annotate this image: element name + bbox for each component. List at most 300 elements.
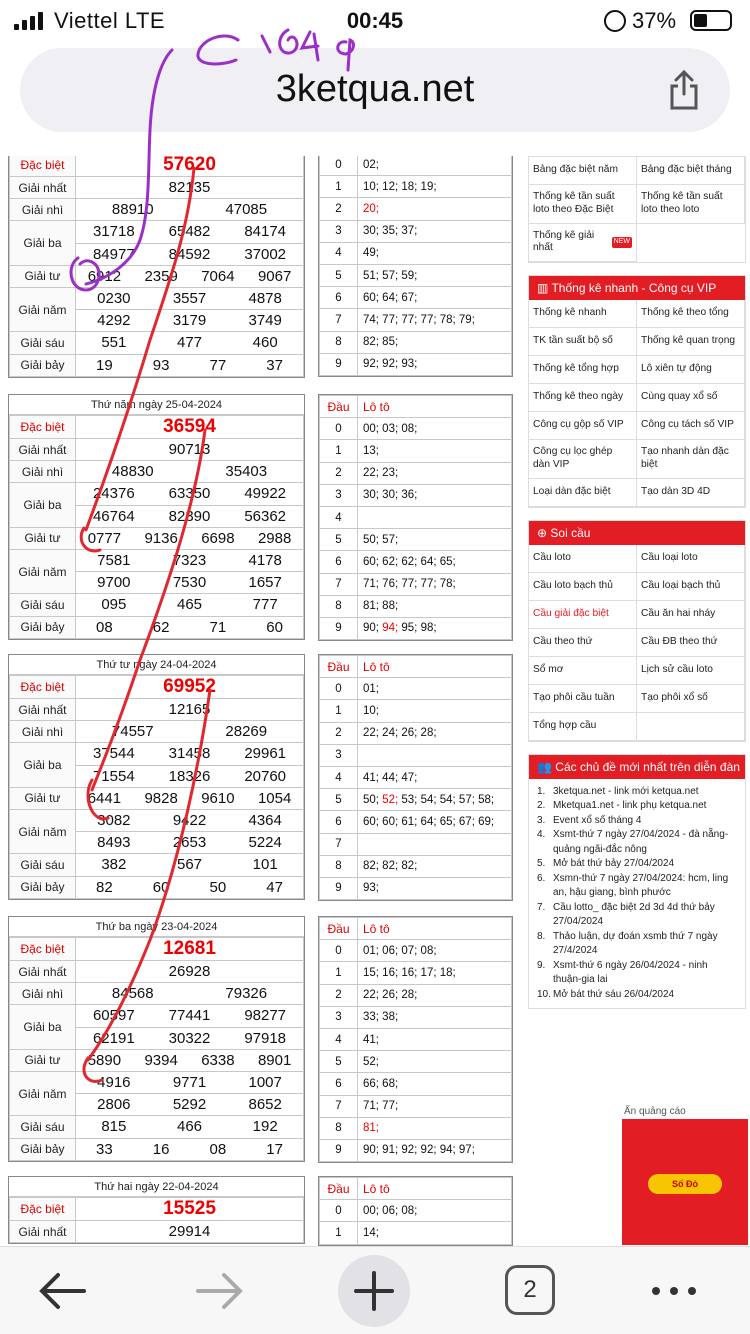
prize-label: Giải ba: [10, 483, 76, 527]
loto-head-digit: 0: [320, 156, 358, 176]
result-date: Thứ năm ngày 25-04-2024: [9, 395, 304, 415]
prize-number: 24376: [92, 485, 135, 503]
rotation-lock-icon: [604, 10, 626, 32]
prize-number: 5224: [248, 834, 282, 852]
prize-number: 567: [176, 856, 203, 874]
prize-row: [10, 287, 304, 309]
prize-values: [76, 310, 304, 332]
loto-row: [320, 1139, 512, 1161]
result-table: [8, 916, 305, 1162]
prize-number: 477: [176, 334, 203, 352]
prize-values: [76, 1005, 304, 1027]
prize-values: [76, 199, 304, 221]
more-icon[interactable]: [644, 1261, 704, 1321]
loto-values: 50; 57;: [358, 529, 512, 551]
back-icon[interactable]: [34, 1261, 94, 1321]
result-table: [8, 156, 305, 378]
prize-label: Giải sáu: [10, 1116, 76, 1138]
loto-head-digit: 9: [320, 353, 358, 375]
loto-highlight: 94;: [382, 622, 399, 635]
prize-number: 3749: [248, 312, 282, 330]
loto-row: [320, 462, 512, 484]
loto-row: [320, 962, 512, 984]
prize-row: [10, 1198, 304, 1221]
share-icon[interactable]: [668, 70, 700, 110]
prize-number: 31458: [168, 745, 211, 763]
sidebar-link[interactable]: TK tần suất bộ số: [529, 328, 637, 356]
sidebar-link[interactable]: Tạo dàn 3D 4D: [637, 479, 745, 507]
loto-row: [320, 529, 512, 551]
loto-row: [320, 573, 512, 595]
loto-row: [320, 1222, 512, 1244]
prize-label: Giải bảy: [10, 354, 76, 376]
forum-topic[interactable]: 7. Cầu lotto_ đặc biệt 2d 3d 4d thứ bảy 27/04/2024: [537, 901, 715, 927]
loto-row: [320, 1095, 512, 1117]
loto-values: 60; 62; 62; 64; 65;: [358, 551, 512, 573]
sidebar-link[interactable]: Công cụ tách số VIP: [637, 412, 745, 440]
loto-head-digit: 7: [320, 309, 358, 331]
loto-head-digit: 8: [320, 1117, 358, 1139]
prize-number: 9067: [257, 267, 292, 285]
loto-head-digit: 2: [320, 462, 358, 484]
prize-number: 82: [96, 878, 113, 896]
prize-label: Giải năm: [10, 549, 76, 593]
prize-values: [76, 743, 304, 765]
prize-number: 3082: [97, 812, 131, 830]
loto-row: [320, 789, 512, 811]
prize-label: Giải ba: [10, 221, 76, 265]
sidebar-link[interactable]: Cùng quay xổ số: [637, 384, 745, 412]
prize-row: [10, 177, 304, 199]
sidebar-link[interactable]: Bảng đặc biệt tháng: [637, 157, 745, 185]
browser-toolbar: [0, 1246, 750, 1334]
prize-values: [76, 265, 304, 287]
loto-row: [320, 1028, 512, 1050]
sidebar-link[interactable]: Thống kê tần suất loto theo loto: [637, 185, 745, 224]
prize-number: 30322: [168, 1029, 211, 1047]
prize-values: [76, 765, 304, 787]
prize-number: 65482: [168, 223, 211, 241]
loto-head-digit: 4: [320, 242, 358, 264]
sidebar-link[interactable]: Lịch sử cầu loto: [637, 657, 745, 685]
loto-row: [320, 700, 512, 722]
sidebar-link[interactable]: Cầu loto bạch thủ: [529, 573, 637, 601]
prize-row: [10, 527, 304, 549]
prize-number: 93: [152, 356, 170, 374]
ad-banner[interactable]: [622, 1119, 748, 1245]
loto-values: 14;: [358, 1222, 512, 1244]
loto-head-digit: 5: [320, 529, 358, 551]
loto-values: 01; 06; 07; 08;: [358, 940, 512, 962]
prize-label: Giải năm: [10, 287, 76, 331]
prize-row: [10, 354, 304, 376]
prize-label: Giải tư: [10, 265, 76, 287]
prize-row: [10, 676, 304, 699]
loto-head-digit: 7: [320, 1095, 358, 1117]
loto-row: [320, 766, 512, 788]
loto-values: 60; 64; 67;: [358, 287, 512, 309]
loto-row: [320, 617, 512, 639]
prize-label: Giải bảy: [10, 616, 76, 638]
battery-icon: [690, 10, 732, 31]
loto-head-digit: 5: [320, 1051, 358, 1073]
prize-values: [76, 332, 304, 354]
prize-number: 3179: [172, 312, 207, 330]
prize-row: [10, 721, 304, 743]
prize-number: 37002: [244, 245, 287, 263]
prize-number: 4916: [97, 1074, 131, 1092]
loto-head-digit: 3: [320, 744, 358, 766]
loto-row: [320, 855, 512, 877]
prize-label: Giải nhất: [10, 177, 76, 199]
tabs-button[interactable]: 2: [505, 1265, 555, 1315]
loto-head-digit: 0: [320, 1200, 358, 1222]
prize-number: 465: [176, 596, 203, 614]
result-date: Thứ ba ngày 23-04-2024: [9, 917, 304, 937]
loto-row: [320, 1073, 512, 1095]
prize-values: [76, 721, 304, 743]
prize-label: Giải sáu: [10, 594, 76, 616]
prize-row: [10, 854, 304, 876]
prize-row: [10, 483, 304, 505]
loto-header: Lô tô: [358, 656, 512, 678]
prize-values: 12165: [76, 699, 304, 721]
loto-row: [320, 877, 512, 899]
sidebar-link[interactable]: Thống kê theo tổng: [637, 300, 745, 328]
prize-label: Giải sáu: [10, 854, 76, 876]
prize-values: [76, 1049, 304, 1071]
sidebar-link[interactable]: Công cụ gộp số VIP: [529, 412, 637, 440]
sidebar-link[interactable]: Cầu loại loto: [637, 545, 745, 573]
loto-values: 90; 91; 92; 92; 94; 97;: [358, 1139, 512, 1161]
loto-row: [320, 484, 512, 506]
prize-number: 71: [209, 618, 227, 636]
loto-values: 52;: [358, 1051, 512, 1073]
prize-row: [10, 1071, 304, 1093]
address-bar[interactable]: [20, 48, 730, 132]
prize-number: 08: [96, 618, 113, 636]
prize-label: Giải ba: [10, 743, 76, 787]
loto-header: Lô tô: [358, 918, 512, 940]
prize-values: [76, 809, 304, 831]
loto-table: [318, 1176, 513, 1246]
prize-number: 2653: [172, 834, 207, 852]
forum-topic[interactable]: 3. Event xổ số tháng 4: [537, 814, 642, 826]
battery-percent: 37%: [632, 8, 677, 33]
loto-values: 41;: [358, 1028, 512, 1050]
prize-values: [76, 527, 304, 549]
prize-number: 4292: [97, 312, 131, 330]
prize-row: [10, 1005, 304, 1027]
result-table: [8, 394, 305, 640]
prize-row: [10, 221, 304, 243]
prize-number: 19: [96, 356, 113, 374]
prize-values: [76, 832, 304, 854]
prize-number: 98277: [244, 1007, 287, 1025]
prize-number: 4878: [248, 290, 282, 308]
prize-values: [76, 572, 304, 594]
prize-number: 74557: [111, 723, 154, 741]
prize-values: 29914: [76, 1221, 304, 1243]
prize-number: 9771: [172, 1074, 207, 1092]
loto-head-digit: 3: [320, 484, 358, 506]
prize-row: [10, 983, 304, 1005]
loto-head-digit: 4: [320, 506, 358, 528]
prize-number: 2988: [257, 529, 292, 547]
sidebar-link[interactable]: Tạo nhanh dàn đặc biệt: [637, 440, 745, 479]
sidebar-link[interactable]: Tổng hợp cầu: [529, 713, 637, 741]
forum-box: [528, 754, 746, 1010]
prize-values: [76, 1116, 304, 1138]
loto-head-digit: 0: [320, 940, 358, 962]
prize-label: Giải nhất: [10, 699, 76, 721]
loto-values: 90; 94; 95; 98;: [358, 617, 512, 639]
prize-values: [76, 549, 304, 571]
loto-row: [320, 744, 512, 766]
sidebar-link[interactable]: [637, 713, 745, 741]
sidebar-link[interactable]: Lô xiên tự động: [637, 356, 745, 384]
loto-head-digit: 4: [320, 766, 358, 788]
prize-row: [10, 549, 304, 571]
prize-number: 0230: [97, 290, 131, 308]
prize-number: 466: [176, 1118, 203, 1136]
sidebar-link[interactable]: Cầu ĐB theo thứ: [637, 629, 745, 657]
prize-number: 7323: [172, 552, 207, 570]
sidebar-link[interactable]: Cầu theo thứ: [529, 629, 637, 657]
loto-values: 50; 52; 53; 54; 54; 57; 58;: [358, 789, 512, 811]
loto-table: [318, 654, 513, 901]
prize-number: 9422: [172, 812, 207, 830]
loto-values: 22; 24; 26; 28;: [358, 722, 512, 744]
sidebar-link[interactable]: Bảng đặc biệt năm: [529, 157, 637, 185]
loto-values: 10; 12; 18; 19;: [358, 176, 512, 198]
prize-number: 9136: [144, 529, 178, 547]
loto-values: 00; 06; 08;: [358, 1200, 512, 1222]
loto-values: 20;: [358, 198, 512, 220]
sidebar-link[interactable]: Thống kê quan trọng: [637, 328, 745, 356]
prize-values: [76, 983, 304, 1005]
prize-values: [76, 1094, 304, 1116]
loto-values: 93;: [358, 877, 512, 899]
prize-number: 6338: [201, 1051, 235, 1069]
loto-row: [320, 678, 512, 700]
loto-values: 74; 77; 77; 77; 78; 79;: [358, 309, 512, 331]
loto-row: [320, 984, 512, 1006]
result-table: [8, 1176, 305, 1244]
prize-number: 29961: [244, 745, 287, 763]
prize-number: 49922: [244, 485, 287, 503]
forum-topic[interactable]: 1. 3ketqua.net - link mới ketqua.net: [537, 785, 699, 797]
plus-icon: [338, 1255, 410, 1327]
loto-row: [320, 156, 512, 176]
prize-row: [10, 743, 304, 765]
loto-values: 81; 88;: [358, 595, 512, 617]
vip-tools-title: ▥ Thống kê nhanh - Công cụ VIP: [529, 276, 745, 300]
prize-number: 50: [209, 878, 227, 896]
prize-number: 8652: [248, 1096, 282, 1114]
prize-label: Giải sáu: [10, 332, 76, 354]
loto-head-digit: 0: [320, 418, 358, 440]
sidebar-link[interactable]: Cầu loto: [529, 545, 637, 573]
vip-tools-box: [528, 275, 746, 508]
result-date: Thứ hai ngày 22-04-2024: [9, 1177, 304, 1197]
prize-values: 26928: [76, 961, 304, 983]
loto-header: Lô tô: [358, 396, 512, 418]
loto-values: 22; 26; 28;: [358, 984, 512, 1006]
prize-number: 60597: [92, 1007, 135, 1025]
prize-number: 460: [252, 334, 278, 352]
forum-topic[interactable]: 8. Thảo luận, dự đoán xsmb thứ 7 ngày 27/4/2024: [537, 930, 718, 956]
forum-topic[interactable]: 10. Mở bát thứ sáu 26/04/2024: [537, 988, 675, 1000]
loto-head-digit: 1: [320, 176, 358, 198]
url-text[interactable]: 3ketqua.net: [275, 68, 475, 110]
prize-values: [76, 483, 304, 505]
page-content[interactable]: [0, 156, 750, 1246]
new-tab-button[interactable]: [338, 1255, 410, 1327]
sidebar-link[interactable]: Cầu loại bạch thủ: [637, 573, 745, 601]
loto-row: [320, 551, 512, 573]
prize-values: 57620: [76, 156, 304, 177]
loto-values: 60; 60; 61; 64; 65; 67; 69;: [358, 811, 512, 833]
prize-label: Đặc biệt: [10, 156, 76, 177]
loto-head-digit: 1: [320, 700, 358, 722]
loto-row: [320, 418, 512, 440]
prize-number: 4364: [248, 812, 282, 830]
dau-header: Đầu: [320, 396, 358, 418]
prize-row: [10, 199, 304, 221]
prize-label: Đặc biệt: [10, 1198, 76, 1221]
sidebar-link[interactable]: Thống kê nhanh: [529, 300, 637, 328]
loto-header: Lô tô: [358, 1178, 512, 1200]
loto-values: 51; 57; 59;: [358, 264, 512, 286]
prize-number: 3557: [172, 290, 207, 308]
prize-row: [10, 332, 304, 354]
soi-cau-box: [528, 520, 746, 742]
loto-head-digit: 1: [320, 1222, 358, 1244]
prize-values: [76, 287, 304, 309]
dau-header: Đầu: [320, 918, 358, 940]
prize-number: 8493: [97, 834, 131, 852]
prize-row: [10, 1049, 304, 1071]
prize-values: 90713: [76, 439, 304, 461]
prize-number: 31718: [92, 223, 135, 241]
loto-values: 01;: [358, 678, 512, 700]
sidebar-link[interactable]: Sổ mơ: [529, 657, 637, 685]
forum-topic[interactable]: 9. Xsmt-thứ 6 ngày 26/04/2024 - ninh thuận-gia lai: [537, 959, 708, 985]
prize-values: [76, 243, 304, 265]
prize-number: 9828: [144, 789, 178, 807]
prize-number: 84592: [168, 245, 211, 263]
prize-number: 60: [152, 878, 170, 896]
prize-values: [76, 876, 304, 898]
loto-values: 49;: [358, 242, 512, 264]
prize-number: 7530: [172, 574, 207, 592]
prize-number: 5890: [87, 1051, 122, 1069]
prize-number: 6912: [87, 267, 122, 285]
loto-head-digit: 7: [320, 573, 358, 595]
loto-table: [318, 916, 513, 1163]
loto-row: [320, 309, 512, 331]
forum-topic[interactable]: 5. Mở bát thứ bảy 27/04/2024: [537, 858, 675, 869]
prize-values: [76, 787, 304, 809]
prize-number: 84977: [92, 245, 135, 263]
loto-head-digit: 2: [320, 198, 358, 220]
prize-number: 9700: [97, 574, 131, 592]
sidebar-link[interactable]: Thống kê giải nhất NEW: [529, 224, 637, 263]
prize-row: [10, 616, 304, 638]
prize-number: 1054: [257, 789, 292, 807]
prize-number: 6698: [201, 529, 235, 547]
forward-icon[interactable]: [188, 1261, 248, 1321]
prize-number: 7064: [201, 267, 235, 285]
loto-values: 00; 03; 08;: [358, 418, 512, 440]
hide-ad-link[interactable]: Ẩn quảng cáo: [624, 1106, 686, 1117]
prize-number: 1007: [248, 1074, 282, 1092]
prize-number: 47: [266, 878, 283, 896]
forum-topic[interactable]: 2. Mketqua1.net - link phụ ketqua.net: [537, 800, 707, 811]
prize-values: [76, 1138, 304, 1160]
loto-values: 66; 68;: [358, 1073, 512, 1095]
loto-values: 22; 23;: [358, 462, 512, 484]
prize-label: Giải nhì: [10, 199, 76, 221]
prize-row: [10, 461, 304, 483]
sidebar-link[interactable]: Thống kê theo ngày: [529, 384, 637, 412]
forum-topic[interactable]: 4. Xsmt-thứ 7 ngày 27/04/2024 - đà nẵng-quảng ngãi-đắc nông: [537, 829, 729, 855]
loto-head-digit: 4: [320, 1028, 358, 1050]
prize-number: 77441: [168, 1007, 211, 1025]
prize-number: 20760: [244, 767, 287, 785]
loto-head-digit: 2: [320, 722, 358, 744]
prize-label: Giải năm: [10, 1071, 76, 1115]
sidebar-link[interactable]: Công cụ lọc ghép dàn VIP: [529, 440, 637, 479]
sidebar-link[interactable]: Thống kê tần suất loto theo Đặc Biệt: [529, 185, 637, 224]
prize-number: 095: [101, 596, 127, 614]
forum-topic[interactable]: 6. Xsmn-thứ 7 ngày 27/04/2024: hcm, ling an, hậu giang, bình phước: [537, 872, 729, 898]
new-badge: NEW: [612, 237, 632, 248]
prize-values: [76, 505, 304, 527]
prize-row: [10, 156, 304, 177]
dau-header: Đầu: [320, 656, 358, 678]
loto-head-digit: 9: [320, 617, 358, 639]
sidebar-link[interactable]: Cầu ăn hai nháy: [637, 601, 745, 629]
loto-values: 92; 92; 93;: [358, 353, 512, 375]
prize-number: 82390: [168, 507, 211, 525]
prize-row: [10, 1221, 304, 1243]
sidebar-link[interactable]: Tạo phôi xổ số: [637, 685, 745, 713]
forum-title: 👥 Các chủ đề mới nhất trên diễn đàn: [529, 755, 745, 779]
sidebar-link[interactable]: Tạo phôi cầu tuần: [529, 685, 637, 713]
prize-number: 2359: [144, 267, 178, 285]
prize-label: Đặc biệt: [10, 416, 76, 439]
prize-values: [76, 1071, 304, 1093]
loto-row: [320, 331, 512, 353]
sidebar-link[interactable]: Thống kê tổng hợp: [529, 356, 637, 384]
prize-number: 71554: [92, 767, 135, 785]
sidebar-link[interactable]: Loại dàn đặc biệt: [529, 479, 637, 507]
sidebar-link[interactable]: Cầu giải đặc biệt: [529, 601, 637, 629]
prize-number: 33: [96, 1140, 113, 1158]
prize-number: 62: [152, 618, 170, 636]
loto-head-digit: 8: [320, 855, 358, 877]
prize-number: 46764: [92, 507, 135, 525]
loto-row: [320, 440, 512, 462]
loto-values: [358, 833, 512, 855]
prize-number: 63350: [168, 485, 211, 503]
loto-row: [320, 506, 512, 528]
loto-row: [320, 1006, 512, 1028]
loto-row: [320, 220, 512, 242]
prize-row: [10, 809, 304, 831]
